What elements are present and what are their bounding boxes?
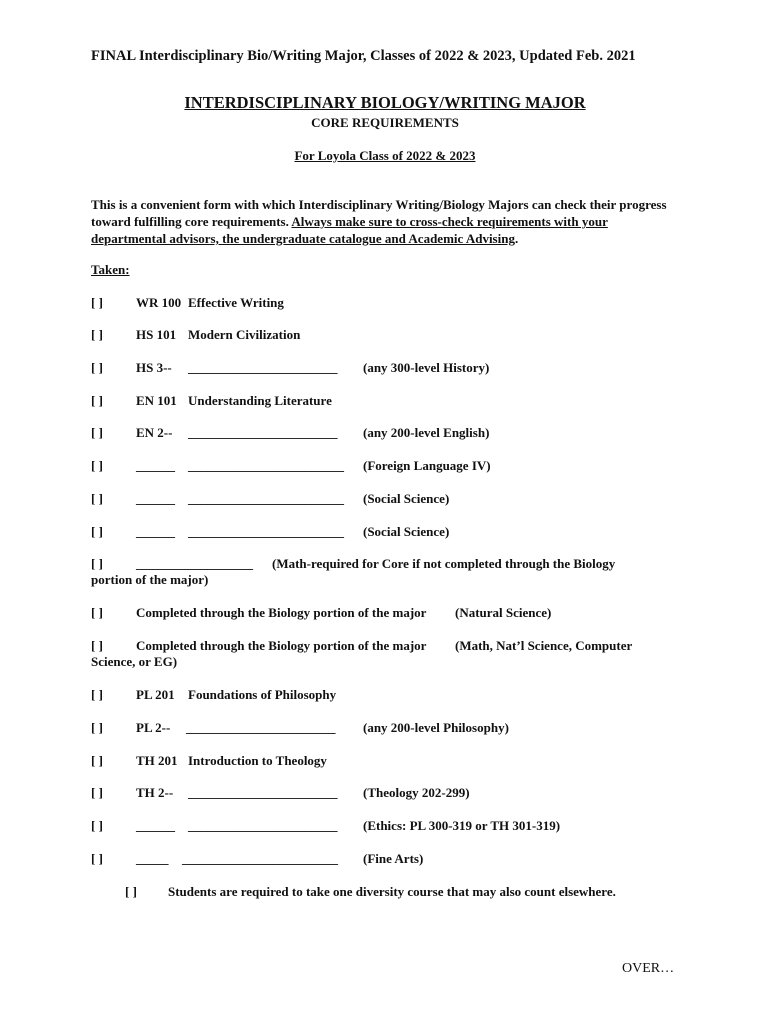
course-title: Modern Civilization	[188, 327, 301, 342]
blank-line[interactable]: __________________	[136, 556, 253, 571]
requirement-note-continued: portion of the major)	[91, 572, 209, 587]
intro-underlined: Always make sure to cross-check requirements with your departmental advisors, the undergraduate catalogue and Academic Advising	[91, 214, 608, 246]
course-title: Effective Writing	[188, 295, 284, 310]
course-code: PL 2--	[136, 720, 171, 735]
course-code: WR 100	[136, 295, 182, 310]
class-line	[0, 148, 770, 164]
document-header: FINAL Interdisciplinary Bio/Writing Major, Classes of 2022 & 2023, Updated Feb. 2021	[91, 48, 636, 64]
requirement-note-continued: Science, or EG)	[91, 654, 178, 669]
requirement-note: (Fine Arts)	[363, 851, 424, 866]
blank-line[interactable]: _______________________	[188, 360, 338, 375]
taken-label: Taken:	[91, 262, 130, 277]
course-title: Introduction to Theology	[188, 753, 327, 768]
checkbox[interactable]: [ ]	[91, 720, 103, 735]
diversity-note: Students are required to take one diversity course that may also count elsewhere.	[168, 884, 616, 899]
checkbox[interactable]: [ ]	[91, 360, 103, 375]
requirement-note: (Math-required for Core if not completed through the Biology	[272, 556, 616, 571]
blank-line[interactable]: ________________________	[188, 458, 344, 473]
checkbox[interactable]: [ ]	[91, 556, 103, 571]
requirement-note: (Foreign Language IV)	[363, 458, 491, 473]
blank-line[interactable]: _______________________	[188, 818, 338, 833]
requirement-note: (Math, Nat’l Science, Computer	[455, 638, 633, 653]
course-code-blank[interactable]: ______	[136, 818, 175, 833]
course-code-blank[interactable]: ______	[136, 491, 175, 506]
requirement-note: (Natural Science)	[455, 605, 552, 620]
page-footer: OVER…	[622, 961, 675, 976]
checkbox[interactable]: [ ]	[91, 638, 103, 653]
checkbox[interactable]: [ ]	[91, 605, 103, 620]
requirement-note: (Theology 202-299)	[363, 785, 470, 800]
course-title: Foundations of Philosophy	[188, 687, 337, 702]
document-subtitle: CORE REQUIREMENTS	[311, 115, 459, 130]
checkbox[interactable]: [ ]	[91, 295, 103, 310]
checkbox[interactable]: [ ]	[91, 425, 103, 440]
checkbox[interactable]: [ ]	[91, 818, 103, 833]
course-code: TH 2--	[136, 785, 174, 800]
course-code-blank[interactable]: _____	[136, 851, 169, 866]
requirement-note: (any 200-level Philosophy)	[363, 720, 509, 735]
course-code: TH 201	[136, 753, 178, 768]
requirement-note: (Social Science)	[363, 491, 450, 506]
intro-end: .	[514, 231, 519, 246]
class-line-text: For Loyola Class of 2022 & 2023	[294, 148, 476, 163]
blank-line[interactable]: ________________________	[188, 524, 344, 539]
course-code: EN 101	[136, 393, 177, 408]
requirement-note: (Social Science)	[363, 524, 450, 539]
intro-plain: This is a convenient form with which Interdisciplinary Writing/Biology Majors can check their progress toward fulfilling core requirements.	[91, 197, 667, 229]
course-title: Understanding Literature	[188, 393, 332, 408]
intro-paragraph	[91, 196, 681, 247]
course-description: Completed through the Biology portion of the major	[136, 638, 427, 653]
course-code-blank[interactable]: ______	[136, 524, 175, 539]
course-code: HS 101	[136, 327, 177, 342]
course-code-blank[interactable]: ______	[136, 458, 175, 473]
blank-line[interactable]: ________________________	[182, 851, 338, 866]
requirement-note: (any 200-level English)	[363, 425, 490, 440]
checkbox[interactable]: [ ]	[91, 687, 103, 702]
course-code: HS 3--	[136, 360, 172, 375]
course-description: Completed through the Biology portion of the major	[136, 605, 427, 620]
checkbox[interactable]: [ ]	[91, 785, 103, 800]
checkbox[interactable]: [ ]	[91, 491, 103, 506]
document-title: INTERDISCIPLINARY BIOLOGY/WRITING MAJOR	[184, 93, 586, 112]
requirement-note: (Ethics: PL 300-319 or TH 301-319)	[363, 818, 561, 833]
checkbox[interactable]: [ ]	[91, 458, 103, 473]
blank-line[interactable]: _______________________	[186, 720, 336, 735]
blank-line[interactable]: ________________________	[188, 491, 344, 506]
blank-line[interactable]: _______________________	[188, 425, 338, 440]
checkbox[interactable]: [ ]	[91, 524, 103, 539]
course-code: EN 2--	[136, 425, 173, 440]
checkbox[interactable]: [ ]	[91, 327, 103, 342]
checkbox[interactable]: [ ]	[125, 884, 137, 899]
checkbox[interactable]: [ ]	[91, 851, 103, 866]
checkbox[interactable]: [ ]	[91, 753, 103, 768]
requirement-note: (any 300-level History)	[363, 360, 490, 375]
course-code: PL 201	[136, 687, 175, 702]
blank-line[interactable]: _______________________	[188, 785, 338, 800]
checkbox[interactable]: [ ]	[91, 393, 103, 408]
